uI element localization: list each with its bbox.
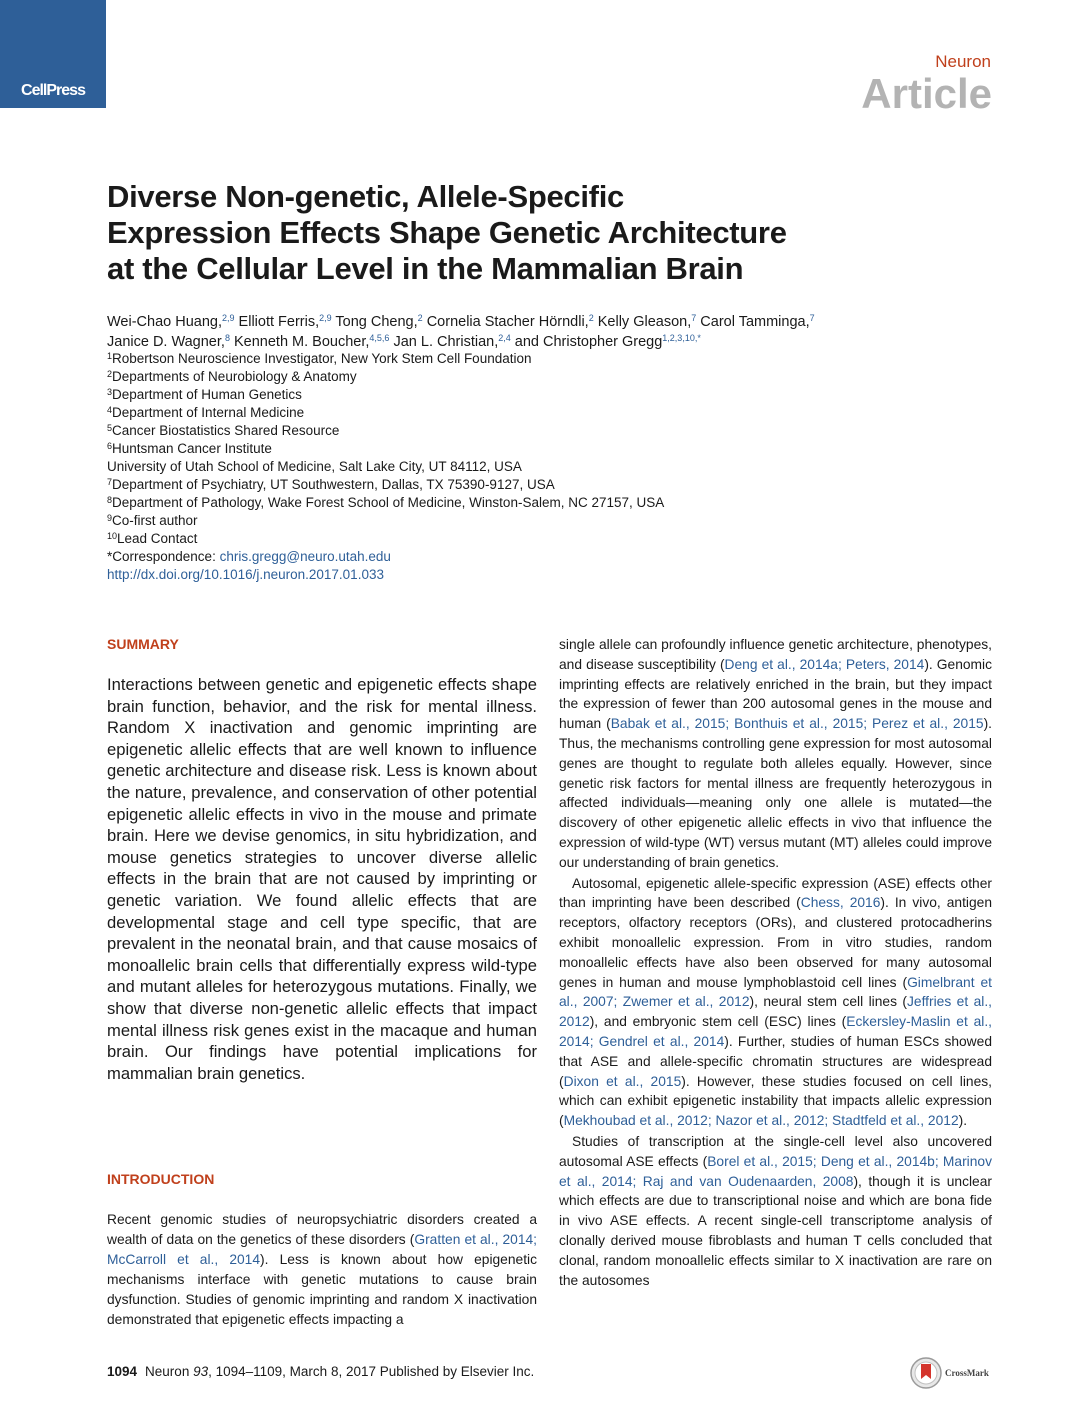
citation-link[interactable]: Jeffries et al., 2012 bbox=[559, 994, 992, 1030]
author-name: Kelly Gleason, bbox=[597, 314, 692, 330]
author-affil-sup: 2,9 bbox=[319, 313, 332, 323]
page-footer bbox=[107, 1364, 534, 1379]
affiliation-item: $^{10}$Lead Contact bbox=[107, 531, 198, 546]
article-type-label: Article bbox=[861, 70, 992, 117]
author-name: and Christopher Gregg bbox=[514, 334, 663, 350]
body-paragraph: Autosomal, epigenetic allele-specific expression (ASE) effects other than imprinting have been described (Chess, 2016). In vivo, antigen receptors, olfactory receptors (ORs), and clustered protocadherins exhibit monoallelic expression. From in vitro studies, random monoallelic effects have also been observed for many autosomal genes in human and mouse lymphoblastoid cell lines (Gimelbrant et al., 2007; Zwemer et al., 2012), neural stem cell lines (Jeffries et al., 2012), and embryonic stem cell (ESC) lines (Eckersley-Maslin et al., 2014; Gendrel et al., 2014). Further, studies of human ESCs showed that ASE and allele-specific chromatin structures are widespread (Dixon et al., 2015). However, these studies focused on cell lines, which can exhibit epigenetic instability that impacts allelic expression (Mekhoubad et al., 2012; Nazor et al., 2012; Stadtfeld et al., 2012). bbox=[559, 875, 993, 1129]
crossmark-icon bbox=[910, 1357, 942, 1389]
citation-link[interactable]: Eckersley-Maslin et al., 2014; Gendrel et al., 2014 bbox=[559, 1014, 992, 1049]
author-affil-sup: 1,2,3,10,* bbox=[662, 333, 701, 343]
summary-text: Interactions between genetic and epigenetic effects shape brain function, behavior, and the risk for mental illness. Random X inactivation and genomic imprinting are epigenetic allelic effects that are well known to influence genetic architecture and disease risk. Less is known about the nature, prevalence, and conservation of other potential epigenetic allelic effects in vivo in the mouse and primate brain. Here we devise genomics, in situ hybridization, and mouse genetics strategies to uncover diverse allelic effects in the brain that are not caused by imprinting or genetic variation. We found allelic effects that are developmental stage and cell type specific, that are prevalent in the neonatal brain, and that cause mosaics of monoallelic brain cells that differentially express wild-type and mutant alleles for heterozygous mutations. Finally, we show that diverse non-genetic allelic effects that impact mental illness risk genes exist in the macaque and human brain. Our findings have potential implications for mammalian brain genetics. bbox=[107, 675, 537, 1083]
author-name: Kenneth M. Boucher, bbox=[233, 334, 370, 350]
citation-link[interactable]: Gimelbrant et al., 2007; Zwemer et al., 2012 bbox=[559, 974, 992, 1010]
citation-link[interactable]: Babak et al., 2015; Bonthuis et al., 2015; Perez et al., 2015 bbox=[610, 716, 984, 732]
author-name: Jan L. Christian, bbox=[393, 334, 499, 350]
correspondence: *Correspondence: chris.gregg@neuro.utah.edu bbox=[107, 549, 391, 564]
journal-name: Neuron bbox=[935, 52, 991, 71]
crossmark-label: CrossMark bbox=[945, 1368, 989, 1378]
affiliation-item: $^9$Co-first author bbox=[107, 513, 198, 528]
author-name: Tong Cheng, bbox=[335, 314, 418, 330]
affiliation-item: $^5$Cancer Biostatistics Shared Resource bbox=[107, 423, 340, 438]
cellpress-logo-text: CellPress bbox=[21, 82, 85, 99]
author-name: Cornelia Stacher Hörndli, bbox=[426, 314, 589, 330]
footer-journal: Neuron bbox=[145, 1364, 194, 1379]
body-paragraph: single allele can profoundly influence genetic architecture, phenotypes, and disease susceptibility (Deng et al., 2014a; Peters, 2014). Genomic imprinting effects are relatively enriched in the brain, but they impact the expression of fewer than 200 autosomal genes in the mouse and human (Babak et al., 2015; Bonthuis et al., 2015; Perez et al., 2015). Thus, the mechanisms controlling gene expression for most autosomal genes are thought to regulate both alleles equally. However, since genetic risk factors for mental illness are frequently heterozygous in affected individuals—meaning only one allele is mutated—the discovery of other epigenetic allelic effects in vivo that influence the expression of wild-type (WT) versus mutant (MT) alleles could improve our understanding of brain genetics. bbox=[559, 637, 992, 870]
author-name: Janice D. Wagner, bbox=[107, 334, 225, 350]
affiliation-item: $^1$Robertson Neuroscience Investigator, New York Stem Cell Foundation bbox=[107, 351, 532, 366]
crossmark-badge[interactable] bbox=[910, 1357, 989, 1389]
affiliation-item: $^4$Department of Internal Medicine bbox=[107, 405, 305, 420]
footer-volume: 93 bbox=[193, 1364, 209, 1379]
citation-link[interactable]: Chess, 2016 bbox=[800, 895, 881, 911]
introduction-paragraph: Recent genomic studies of neuropsychiatric disorders created a wealth of data on the genetics of these disorders (Gratten et al., 2014; McCarroll et al., 2014). Less is known about how epigenetic mechanisms interface with genetic mutations to cause brain dysfunction. Studies of genomic imprinting and random X inactivation demonstrated that epigenetic effects impacting a bbox=[107, 1212, 538, 1327]
citation-link[interactable]: Deng et al., 2014a; Peters, 2014 bbox=[724, 656, 925, 672]
footer-citation: , 1094–1109, March 8, 2017 Published by Elsevier Inc. bbox=[208, 1364, 535, 1379]
right-column bbox=[559, 635, 992, 1291]
author-name: Wei-Chao Huang, bbox=[107, 314, 222, 330]
affiliation-item: $^8$Department of Pathology, Wake Forest School of Medicine, Winston-Salem, NC 27157, USA bbox=[107, 495, 665, 510]
introduction-heading: INTRODUCTION bbox=[107, 1171, 215, 1187]
correspondence-email-link[interactable]: chris.gregg@neuro.utah.edu bbox=[219, 549, 391, 564]
title-line: Expression Effects Shape Genetic Architecture bbox=[107, 215, 787, 250]
affiliation-item: University of Utah School of Medicine, Salt Lake City, UT 84112, USA bbox=[107, 459, 522, 474]
summary-heading: SUMMARY bbox=[107, 636, 179, 652]
body-paragraph: Studies of transcription at the single-cell level also uncovered autosomal ASE effects (Borel et al., 2015; Deng et al., 2014b; Marinov et al., 2014; Raj and van Oudenaarden, 2008), though it is unclear which effects are due to transcriptional noise and which are bona fide in vivo ASE effects. A recent single-cell transcriptome analysis of clonally derived mouse fibroblasts and human T cells concluded that clonal, random monoallelic effects similar to X inactivation are rare on the autosomes bbox=[559, 1133, 992, 1288]
cellpress-logo bbox=[0, 0, 106, 108]
citation-link[interactable]: Mekhoubad et al., 2012; Nazor et al., 2012; Stadtfeld et al., 2012 bbox=[563, 1113, 959, 1129]
author-list bbox=[107, 312, 987, 352]
author-affil-sup: 2 bbox=[417, 313, 423, 323]
author-affil-sup: 2,9 bbox=[222, 313, 235, 323]
page-number: 1094 bbox=[107, 1364, 138, 1379]
citation-link[interactable]: Gratten et al., 2014; McCarroll et al., 2014 bbox=[107, 1232, 538, 1267]
citation-link[interactable]: Dixon et al., 2015 bbox=[563, 1073, 682, 1089]
title-line: Diverse Non-genetic, Allele-Specific bbox=[107, 179, 624, 214]
affiliation-list bbox=[107, 350, 807, 584]
affiliation-item: $^2$Departments of Neurobiology & Anatomy bbox=[107, 369, 357, 384]
affiliation-item: $^3$Department of Human Genetics bbox=[107, 387, 302, 402]
title-line: at the Cellular Level in the Mammalian Brain bbox=[107, 251, 744, 286]
author-affil-sup: 7 bbox=[809, 313, 815, 323]
author-affil-sup: 8 bbox=[224, 333, 230, 343]
author-affil-sup: 4,5,6 bbox=[369, 333, 390, 343]
affiliation-item: $^6$Huntsman Cancer Institute bbox=[107, 441, 272, 456]
author-affil-sup: 2,4 bbox=[498, 333, 511, 343]
author-name: Elliott Ferris, bbox=[238, 314, 320, 330]
doi-link[interactable]: http://dx.doi.org/10.1016/j.neuron.2017.01.033 bbox=[107, 567, 384, 582]
affiliation-item: $^7$Department of Psychiatry, UT Southwestern, Dallas, TX 75390-9127, USA bbox=[107, 477, 555, 492]
citation-link[interactable]: Borel et al., 2015; Deng et al., 2014b; Marinov et al., 2014; Raj and van Oudenaarden, 2008 bbox=[559, 1153, 992, 1189]
author-affil-sup: 2 bbox=[588, 313, 594, 323]
author-affil-sup: 7 bbox=[691, 313, 697, 323]
author-name: Carol Tamminga, bbox=[700, 314, 810, 330]
article-title bbox=[107, 179, 967, 287]
